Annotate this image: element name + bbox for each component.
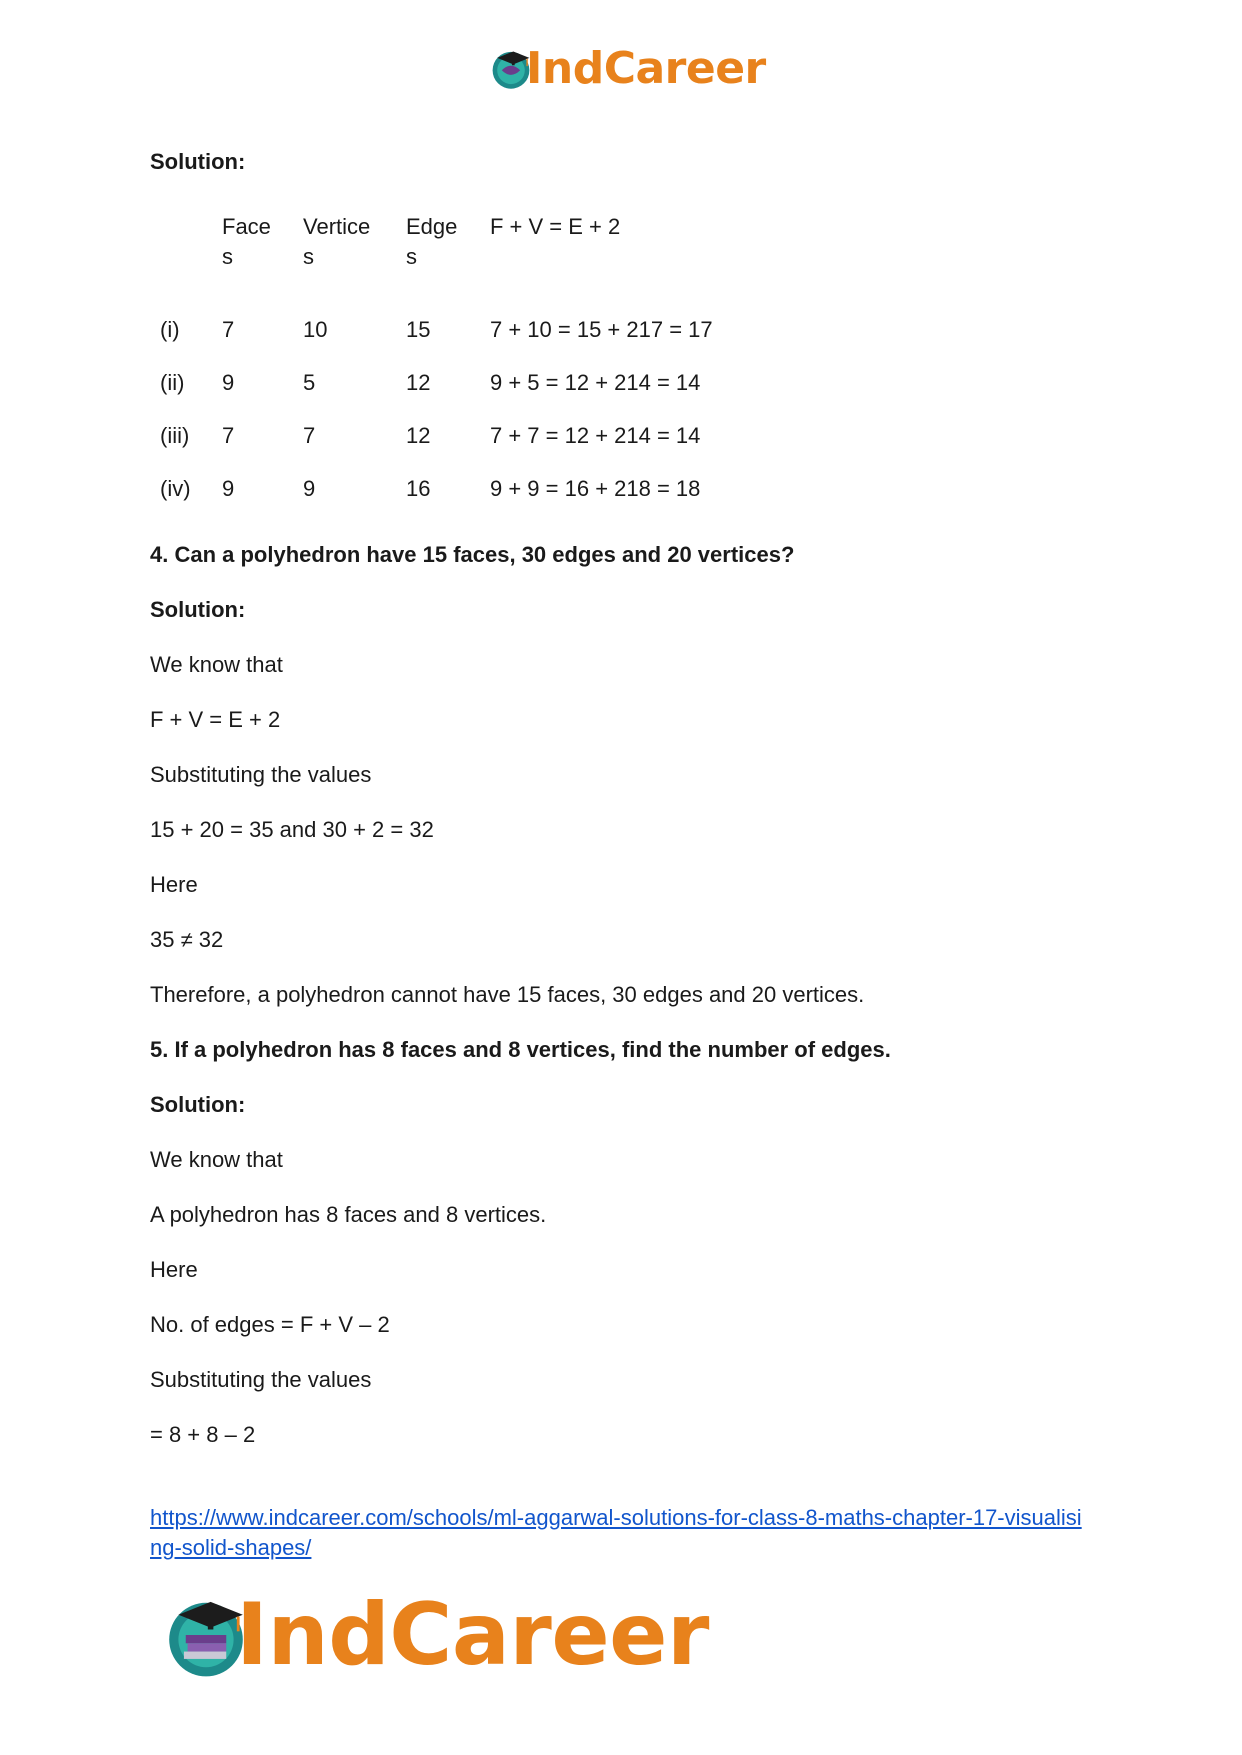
vertices-value: 7 bbox=[303, 423, 316, 448]
header-formula: F + V = E + 2 bbox=[490, 214, 621, 239]
row-label: (ii) bbox=[160, 370, 185, 395]
q4-line: Here bbox=[150, 872, 198, 897]
brand-name: IndCareer bbox=[236, 1585, 709, 1685]
q4-line: F + V = E + 2 bbox=[150, 707, 281, 732]
q4-line: We know that bbox=[150, 652, 283, 677]
formula-value: 9 + 5 = 12 + 214 = 14 bbox=[490, 370, 701, 395]
row-label: (iv) bbox=[160, 476, 191, 501]
q5-solution-label: Solution: bbox=[150, 1092, 246, 1117]
vertices-value: 10 bbox=[303, 317, 328, 342]
q5-line: No. of edges = F + V – 2 bbox=[150, 1312, 390, 1337]
formula-value: 7 + 10 = 15 + 217 = 17 bbox=[490, 317, 713, 342]
formula-value: 9 + 9 = 16 + 218 = 18 bbox=[490, 476, 701, 501]
faces-value: 7 bbox=[222, 317, 235, 342]
q5-line: Here bbox=[150, 1257, 198, 1282]
table-solution-label: Solution: bbox=[150, 149, 246, 174]
header-logo bbox=[488, 38, 766, 98]
header-vertices: Vertice s bbox=[303, 214, 371, 269]
row-label: (iii) bbox=[160, 423, 190, 448]
q4-conclusion: Therefore, a polyhedron cannot have 15 faces, 30 edges and 20 vertices. bbox=[150, 982, 865, 1007]
question-5: 5. If a polyhedron has 8 faces and 8 vertices, find the number of edges. bbox=[150, 1037, 891, 1062]
edges-value: 16 bbox=[406, 476, 431, 501]
q4-line: 15 + 20 = 35 and 30 + 2 = 32 bbox=[150, 817, 434, 842]
brand-name: IndCareer bbox=[526, 42, 766, 94]
question-4: 4. Can a polyhedron have 15 faces, 30 edges and 20 vertices? bbox=[150, 542, 795, 567]
q5-line: We know that bbox=[150, 1147, 283, 1172]
vertices-value: 5 bbox=[303, 370, 316, 395]
edges-value: 15 bbox=[406, 317, 431, 342]
q5-line: A polyhedron has 8 faces and 8 vertices. bbox=[150, 1202, 547, 1227]
row-label: (i) bbox=[160, 317, 180, 342]
faces-value: 7 bbox=[222, 423, 235, 448]
vertices-value: 9 bbox=[303, 476, 316, 501]
header-edges: Edge s bbox=[406, 214, 458, 269]
formula-value: 7 + 7 = 12 + 214 = 14 bbox=[490, 423, 701, 448]
q4-solution-label: Solution: bbox=[150, 597, 246, 622]
q5-line: = 8 + 8 – 2 bbox=[150, 1422, 256, 1447]
faces-value: 9 bbox=[222, 370, 235, 395]
q5-line: Substituting the values bbox=[150, 1367, 372, 1392]
header-faces: Face s bbox=[222, 214, 271, 269]
q4-line: Substituting the values bbox=[150, 762, 372, 787]
edges-value: 12 bbox=[406, 423, 431, 448]
footer-logo bbox=[160, 1580, 709, 1690]
edges-value: 12 bbox=[406, 370, 431, 395]
q4-line: 35 ≠ 32 bbox=[150, 927, 224, 952]
source-link[interactable]: https://www.indcareer.com/schools/ml-aggarwal-solutions-for-class-8-maths-chapter-17-visualising-solid-shapes/ bbox=[150, 1505, 1082, 1560]
faces-value: 9 bbox=[222, 476, 235, 501]
